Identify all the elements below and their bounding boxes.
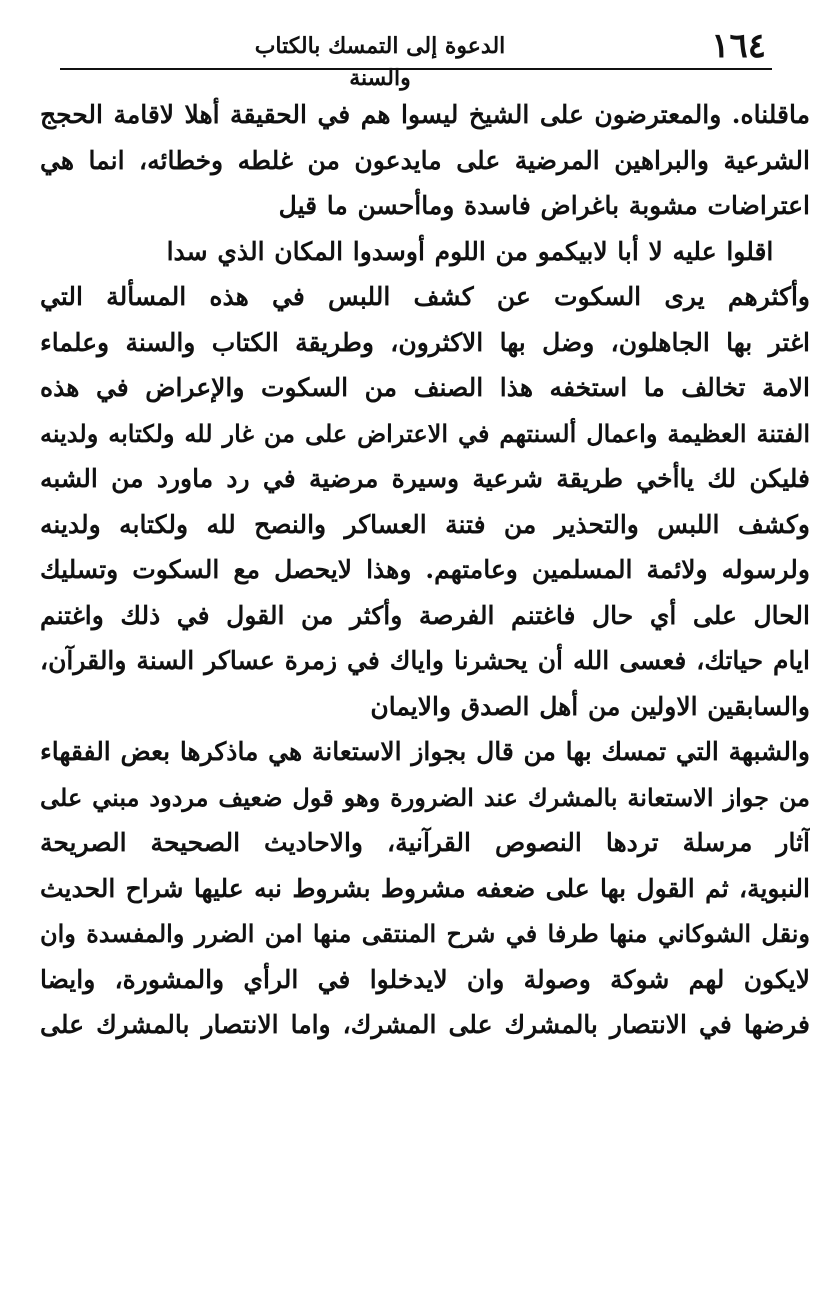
page-number: ١٦٤ bbox=[711, 26, 766, 66]
text-line: والشبهة التي تمسك بها من قال بجواز الاستعانة هي ماذكرها بعض الفقهاء bbox=[40, 737, 810, 766]
text-line: الامة تخالف ما استخفه هذا الصنف من السكوت والإعراض في هذه bbox=[40, 373, 810, 402]
text-line: النبوية، ثم القول بها على ضعفه مشروط بشروط نبه عليها شراح الحديث bbox=[40, 873, 810, 903]
text-line: ماقلناه. والمعترضون على الشيخ ليسوا هم في الحقيقة أهلا لاقامة الحجج bbox=[40, 100, 810, 129]
text-line: وكشف اللبس والتحذير من فتنة العساكر والنصح لله ولكتابه ولدينه bbox=[40, 509, 810, 539]
running-title: الدعوة إلى التمسك بالكتاب والسنة bbox=[254, 33, 506, 91]
text-line: الشرعية والبراهين المرضية على مايدعون من غلطه وخطائه، انما هي bbox=[40, 145, 810, 175]
header-divider bbox=[60, 68, 772, 70]
text-line: والسابقين الاولين من أهل الصدق والايمان bbox=[370, 691, 810, 721]
text-line: اعتراضات مشوبة باغراض فاسدة وماأحسن ما قيل bbox=[278, 191, 810, 220]
text-line: ايام حياتك، فعسى الله أن يحشرنا واياك في زمرة عساكر السنة والقرآن، bbox=[40, 646, 810, 675]
text-line: آثار مرسلة تردها النصوص القرآنية، والاحاديث الصحيحة الصريحة bbox=[40, 828, 810, 857]
text-line: وأكثرهم يرى السكوت عن كشف اللبس في هذه المسألة التي bbox=[40, 282, 810, 311]
text-line: الحال على أي حال فاغتنم الفرصة وأكثر من القول في ذلك واغتنم bbox=[40, 600, 810, 630]
text-line: فرضها في الانتصار بالمشرك على المشرك، واما الانتصار بالمشرك على bbox=[40, 1010, 810, 1039]
text-line: ولرسوله ولائمة المسلمين وعامتهم. وهذا لايحصل مع السكوت وتسليك bbox=[40, 555, 810, 584]
text-line: الفتنة العظيمة واعمال ألسنتهم في الاعتراض على من غار لله ولكتابه ولدينه bbox=[40, 418, 810, 448]
text-line: لايكون لهم شوكة وصولة وان لايدخلوا في الرأي والمشورة، وايضا bbox=[40, 964, 810, 994]
text-line: فليكن لك ياأخي طريقة شرعية وسيرة مرضية في رد ماورد من الشبه bbox=[40, 464, 810, 493]
body-text bbox=[40, 92, 810, 1048]
verse-line: اقلوا عليه لا أبا لابيكمو من اللوم أوسدوا المكان الذي سدا bbox=[166, 236, 774, 266]
text-line: من جواز الاستعانة بالمشرك عند الضرورة وهو قول ضعيف مردود مبني على bbox=[40, 782, 810, 812]
text-line: اغتر بها الجاهلون، وضل بها الاكثرون، وطريقة الكتاب والسنة وعلماء bbox=[40, 327, 810, 357]
text-line: ونقل الشوكاني منها طرفا في شرح المنتقى منها امن الضرر والمفسدة وان bbox=[40, 919, 810, 948]
page-header bbox=[60, 22, 772, 91]
